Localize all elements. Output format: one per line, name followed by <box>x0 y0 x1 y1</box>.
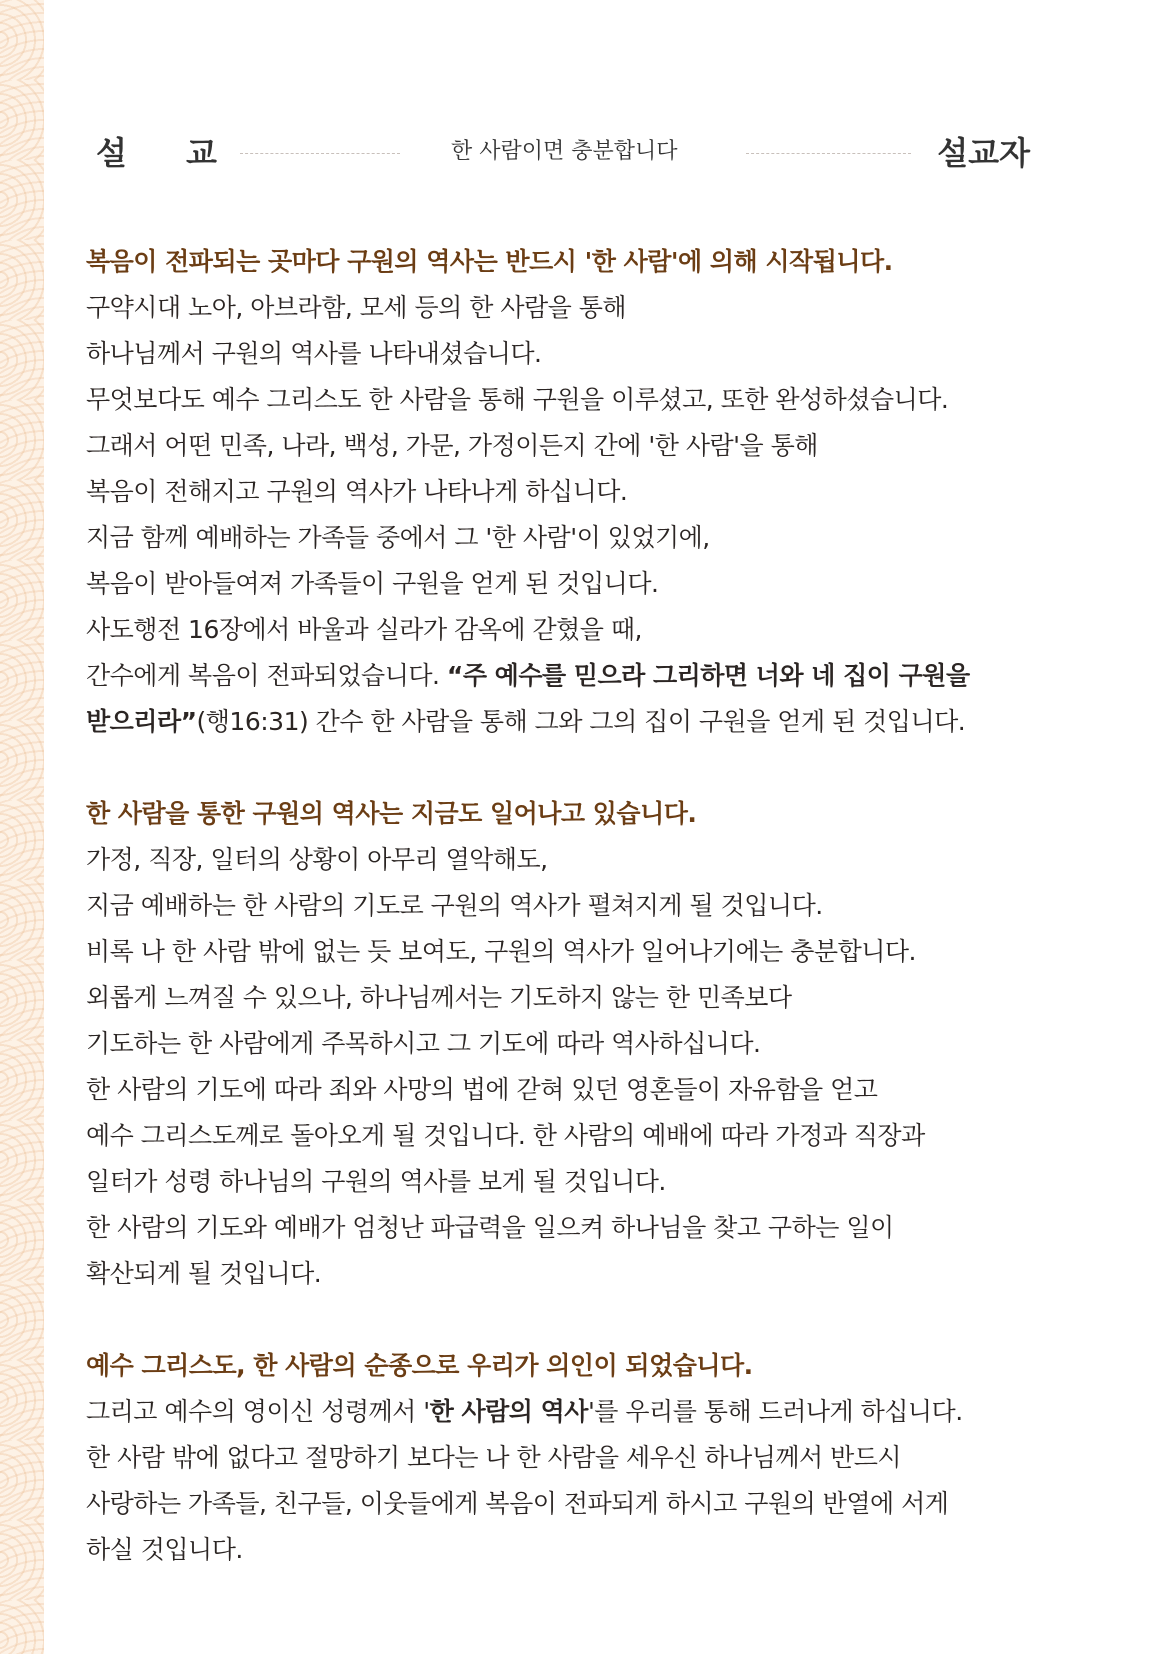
header-label-sermon-1: 설 <box>96 134 127 172</box>
body-text: 그리고 예수의 영이신 성령께서 ' <box>86 1397 430 1426</box>
sermon-body <box>86 239 1086 1619</box>
header-divider-left <box>240 153 400 154</box>
section-heading: 한 사람을 통한 구원의 역사는 지금도 일어나고 있습니다. <box>86 799 697 828</box>
section-heading: 예수 그리스도, 한 사람의 순종으로 우리가 의인이 되었습니다. <box>86 1351 753 1380</box>
body-text: '를 우리를 통해 드러나게 하십니다. <box>587 1397 963 1426</box>
body-text: (행16:31) 간수 한 사람을 통해 그와 그의 집이 구원을 얻게 된 것입니다. <box>196 707 966 736</box>
body-line: 사도행전 16장에서 바울과 실라가 감옥에 갇혔을 때, <box>86 615 642 644</box>
body-text: 간수에게 복음이 전파되었습니다. <box>86 661 447 690</box>
body-line: 지금 예배하는 한 사람의 기도로 구원의 역사가 펼쳐지게 될 것입니다. <box>86 891 823 920</box>
body-line: 복음이 받아들여져 가족들이 구원을 얻게 된 것입니다. <box>86 569 659 598</box>
body-line-with-quote <box>86 653 1086 699</box>
header-divider-right <box>746 153 911 154</box>
body-line: 지금 함께 예배하는 가족들 중에서 그 '한 사람'이 있었기에, <box>86 523 710 552</box>
emphasis-text: 한 사람의 역사 <box>429 1397 588 1426</box>
body-line: 하나님께서 구원의 역사를 나타내셨습니다. <box>86 339 542 368</box>
body-line: 복음이 전해지고 구원의 역사가 나타나게 하십니다. <box>86 477 628 506</box>
section-2 <box>86 791 1086 1297</box>
body-line: 비록 나 한 사람 밖에 없는 듯 보여도, 구원의 역사가 일어나기에는 충분합니다. <box>86 937 916 966</box>
body-line: 확산되게 될 것입니다. <box>86 1259 322 1288</box>
sermon-title: 한 사람이면 충분합니다 <box>451 139 678 164</box>
body-line: 무엇보다도 예수 그리스도 한 사람을 통해 구원을 이루셨고, 또한 완성하셨습니다. <box>86 385 949 414</box>
body-line: 예수 그리스도께로 돌아오게 될 것입니다. 한 사람의 예배에 따라 가정과 직장과 <box>86 1121 925 1150</box>
header-label-sermon-2: 교 <box>186 134 217 172</box>
section-3 <box>86 1343 1086 1573</box>
scripture-quote: “주 예수를 믿으라 그리하면 너와 네 집이 구원을 <box>446 661 970 690</box>
decorative-side-pattern <box>0 0 44 1654</box>
body-line: 기도하는 한 사람에게 주목하시고 그 기도에 따라 역사하십니다. <box>86 1029 761 1058</box>
body-line: 구약시대 노아, 아브라함, 모세 등의 한 사람을 통해 <box>86 293 627 322</box>
body-line-with-emphasis <box>86 1389 1086 1435</box>
header-label-preacher: 설교자 <box>937 134 1030 172</box>
section-1 <box>86 239 1086 745</box>
body-line: 가정, 직장, 일터의 상황이 아무리 열악해도, <box>86 845 548 874</box>
section-heading: 복음이 전파되는 곳마다 구원의 역사는 반드시 '한 사람'에 의해 시작됩니다. <box>86 247 893 276</box>
body-line: 사랑하는 가족들, 친구들, 이웃들에게 복음이 전파되게 하시고 구원의 반열에 서게 <box>86 1489 949 1518</box>
body-line: 한 사람의 기도에 따라 죄와 사망의 법에 갇혀 있던 영혼들이 자유함을 얻고 <box>86 1075 878 1104</box>
body-line: 그래서 어떤 민족, 나라, 백성, 가문, 가정이든지 간에 '한 사람'을 통해 <box>86 431 818 460</box>
body-line: 일터가 성령 하나님의 구원의 역사를 보게 될 것입니다. <box>86 1167 666 1196</box>
body-line: 한 사람의 기도와 예배가 엄청난 파급력을 일으켜 하나님을 찾고 구하는 일이 <box>86 1213 894 1242</box>
page-header <box>96 128 1030 172</box>
body-line: 한 사람 밖에 없다고 절망하기 보다는 나 한 사람을 세우신 하나님께서 반드시 <box>86 1443 902 1472</box>
body-line: 외롭게 느껴질 수 있으나, 하나님께서는 기도하지 않는 한 민족보다 <box>86 983 792 1012</box>
scripture-quote: 받으리라” <box>86 707 197 736</box>
body-line-with-quote <box>86 699 1086 745</box>
body-line: 하실 것입니다. <box>86 1535 243 1564</box>
